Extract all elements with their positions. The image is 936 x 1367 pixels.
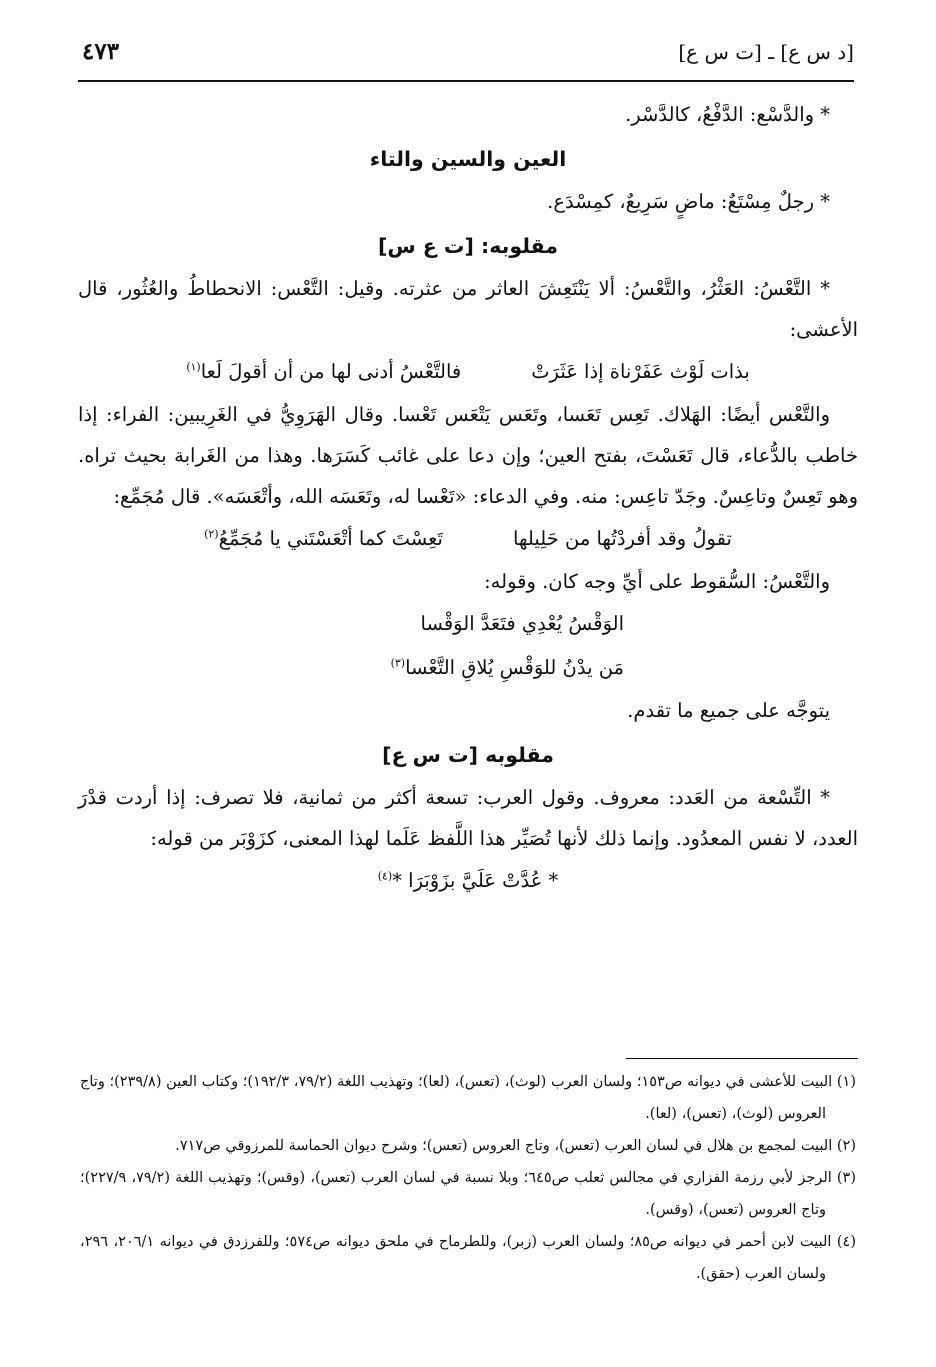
footnote-marker: (٣) <box>390 656 406 670</box>
rajaz-line-second-text: مَن يدْنُ للوَقْسِ يُلاقِ التَّعْسا <box>405 656 624 679</box>
verse-hemistich-second-text: تَعِسْتَ كما أتْعَسْتَني يا مُجَمِّعُ <box>218 527 443 550</box>
paragraph-halak: والتَّعْس أيضًا: الهَلاك. تَعِس تَعَسا، وتَعَس يَتْعَس تَعْسا. وقال الهَرَوِيُّ في الغَرِيبين: الفراء: إذا خاطب بالدُّعاء، قال تَعَسْتَ، بفتح العين؛ وإن دعا على غائب كَسَرَها. وهذا من الغَرابة بحيث تراه. وهو تَعِسٌ وتاعِسٌ. وجَدّ تاعِس: منه. وفي الدعاء: «تَعْسا له، وتَعَسَه الله، وأتْعَسَه». قال مُجَمِّع: <box>78 403 858 508</box>
footnote-marker: (٢) <box>204 527 219 541</box>
verse-zawbar <box>78 859 858 903</box>
main-text <box>78 94 858 903</box>
verse-hemistich-second <box>186 350 461 394</box>
paragraph-tisa: * التِّسْعة من العَدد: معروف. وقول العرب: تسعة أكثر من ثمانية، فلا تصرف: إذا أردت قدْرَ العدد، لا نفس المعدُود. وإنما ذلك لأنها تُصَيِّر هذا اللَّفظ عَلَما لهذا المعنى، كزَوْبَر من قوله: <box>78 786 858 850</box>
footnote-2: (٢) البيت لمجمع بن هلال في لسان العرب (تعس)، وتاج العروس (تعس)؛ وشرح ديوان الحماسة للمرزوقي ص٧١٧. <box>175 1138 856 1154</box>
verse-hemistich-second <box>204 517 443 561</box>
section-heading-ayn-sin-ta: العين والسين والتاء <box>369 147 567 171</box>
page-number: ٤٧٣ <box>82 38 120 65</box>
rajaz-line-first: الوَقْسُ يُعْدِي فتَعَدَّ الوَقْسا <box>420 612 624 635</box>
verse-mujammi <box>78 517 858 561</box>
section-heading-tisa: مقلوبه [ت س ع] <box>382 743 554 767</box>
footnote-marker: (١) <box>186 360 201 374</box>
footnote-1: (١) البيت للأعشى في ديوانه ص١٥٣؛ ولسان العرب (لوث)، (تعس)، (لعا)؛ وتهذيب اللغة (٧٩/٢، ١٩٢/٣)؛ وكتاب العين (٢٣٩/٨)؛ وتاج العروس (لوث)، (تعس)، (لعا). <box>80 1074 856 1122</box>
section-heading-tas: مقلوبه: [ت ع س] <box>377 234 559 258</box>
paragraph-yatawajjah: يتوجَّه على جميع ما تقدم. <box>627 699 830 722</box>
footnote-marker: (٤) <box>377 869 393 883</box>
verse-hemistich-second-text: فالتَّعْسُ أدنى لها من أن أقولَ لَعا <box>200 360 462 383</box>
footnote-rule <box>626 1058 858 1059</box>
paragraph-mista: * رجلٌ مِسْتَعٌ: ماضٍ سَرِيعٌ، كمِسْدَع. <box>547 190 830 213</box>
footnote-4: (٤) البيت لابن أحمر في ديوانه ص٨٥؛ ولسان العرب (زبر)، وللطرماح في ملحق ديوانه ص٥٧٤؛ وللفرزدق في ديوانه ٢٠٦/١، ٢٩٦، ولسان العرب (حقق). <box>80 1234 856 1282</box>
verse-hemistich-first: تقولُ وقد أفردْتُها من حَلِيلها <box>513 527 732 550</box>
paragraph-tas: * التَّعْسُ: العَثْرُ، والتَّعْسُ: ألا يَنْتَعِشَ العاثر من عثرته. وقيل: التَّعْس: الانحطاطُ والعُثُور، قال الأعشى: <box>78 277 858 341</box>
paragraph-dasa: * والدَّسْع: الدَّفْعُ، كالدَّسْر. <box>625 103 830 126</box>
header-rule <box>78 80 854 82</box>
page-header <box>78 36 854 76</box>
footnote-3: (٣) الرجز لأبي رزمة الفزاري في مجالس ثعلب ص٦٤٥؛ وبلا نسبة في لسان العرب (تعس)، (وقس)؛ وتهذيب اللغة (٧٩/٢، ٢٢٧/٩)؛ وتاج العروس (تعس)، (وقس). <box>80 1170 856 1218</box>
rajaz-verse <box>78 602 858 690</box>
verse-zawbar-text: * عُدَّتْ عَلَيَّ بزَوْبَرَا * <box>392 869 559 892</box>
footnotes <box>80 1066 856 1290</box>
paragraph-suqut: والتَّعْسُ: السُّقوط على أيِّ وجه كان. وقوله: <box>484 570 830 593</box>
rajaz-line-second <box>78 646 624 690</box>
verse-hemistich-first: بذات لَوْث عَفَرْناة إذا عَثَرَتْ <box>531 360 750 383</box>
verse-al-asha <box>78 350 858 394</box>
running-head: [د س ع] ـ [ت س ع] <box>678 40 854 64</box>
